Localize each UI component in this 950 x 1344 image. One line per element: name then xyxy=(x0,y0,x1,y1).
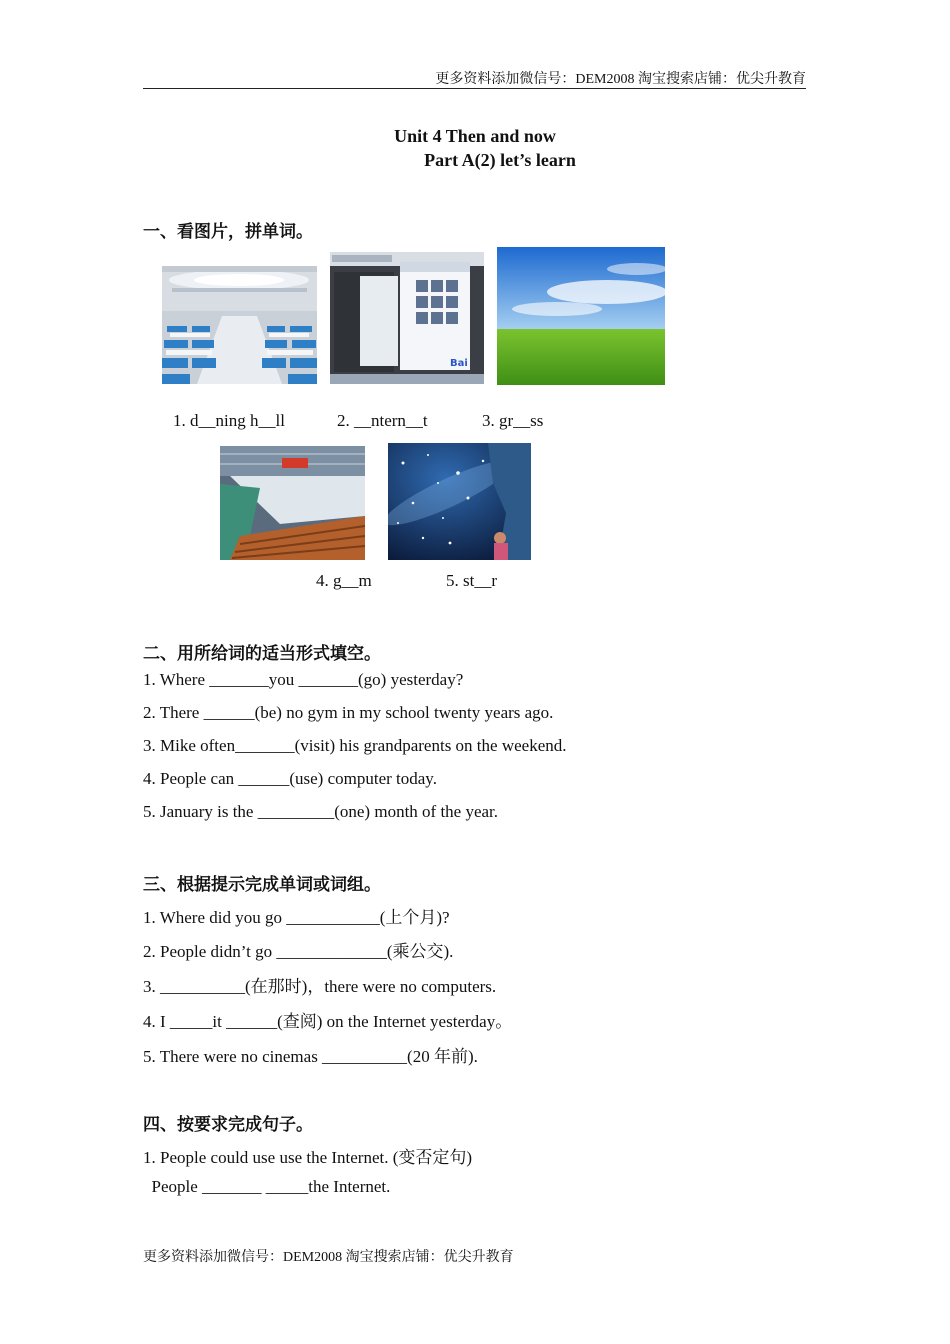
section3-item-4: 4. I _____it ______(查阅) on the Internet yesterday。 xyxy=(143,1012,513,1031)
section2-item-2: 2. There ______(be) no gym in my school twenty years ago. xyxy=(143,703,554,722)
section2-item-1: 1. Where _______you _______(go) yesterday? xyxy=(143,670,464,689)
header-rule xyxy=(143,88,806,89)
part-title: Part A(2) let’s learn xyxy=(424,150,576,170)
section2-item-5: 5. January is the _________(one) month of the year. xyxy=(143,802,499,821)
caption-1: 1. d__ning h__ll xyxy=(173,411,285,430)
page-header: 更多资料添加微信号：DEM2008 淘宝搜索店铺：优尖升教育 xyxy=(435,72,806,87)
section3-item-3: 3. __________(在那时)，there were no computers. xyxy=(143,977,497,996)
gym-image xyxy=(220,446,365,560)
caption-5: 5. st__r xyxy=(446,571,497,590)
section2-item-4: 4. People can ______(use) computer today. xyxy=(143,769,437,788)
internet-image xyxy=(330,252,484,384)
section3-item-1: 1. Where did you go ___________(上个月)? xyxy=(143,908,450,927)
section2-heading: 二、用所给词的适当形式填空。 xyxy=(143,644,381,663)
section4-heading: 四、按要求完成句子。 xyxy=(143,1115,313,1134)
grass-image xyxy=(497,247,665,385)
dining-hall-image xyxy=(162,266,317,384)
section3-item-5: 5. There were no cinemas __________(20 年前). xyxy=(143,1047,478,1066)
section3-heading: 三、根据提示完成单词或词组。 xyxy=(143,875,381,894)
section4-item-1: 1. People could use use the Internet. (变否定句) xyxy=(143,1148,473,1167)
svg-text:Bai: Bai xyxy=(450,358,468,369)
section2-item-3: 3. Mike often_______(visit) his grandparents on the weekend. xyxy=(143,736,567,755)
caption-3: 3. gr__ss xyxy=(482,411,544,430)
star-image xyxy=(388,443,531,560)
section3-item-2: 2. People didn’t go _____________(乘公交). xyxy=(143,942,454,961)
unit-title: Unit 4 Then and now xyxy=(394,126,556,146)
caption-2: 2. __ntern__t xyxy=(337,411,428,430)
section4-item-1-answer: People _______ _____the Internet. xyxy=(143,1177,391,1196)
caption-4: 4. g__m xyxy=(316,571,372,590)
section1-heading: 一、看图片，拼单词。 xyxy=(143,222,313,241)
page-footer: 更多资料添加微信号：DEM2008 淘宝搜索店铺：优尖升教育 xyxy=(143,1250,514,1265)
